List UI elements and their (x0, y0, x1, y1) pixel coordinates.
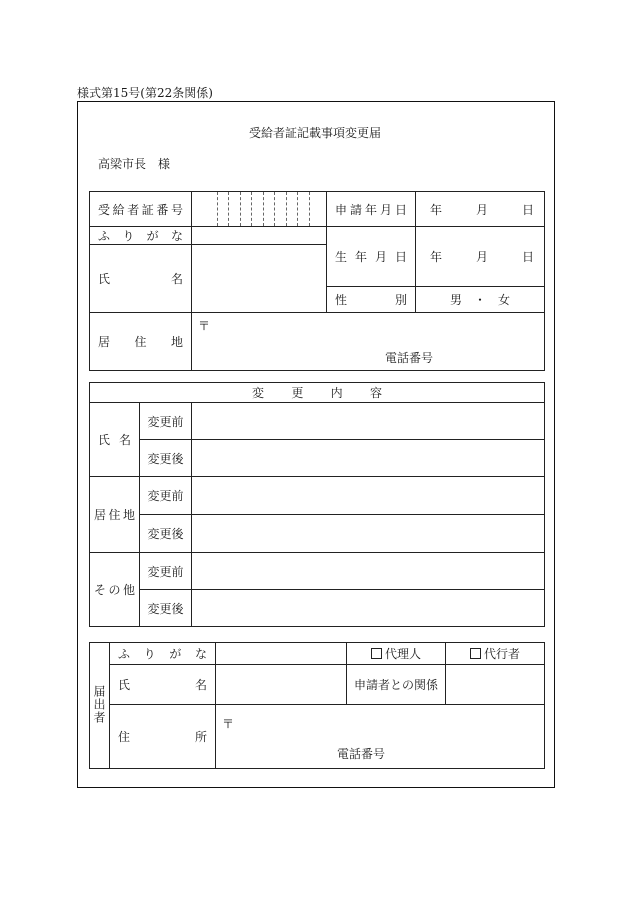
year-label: 年 (429, 202, 442, 217)
name-before-field[interactable] (192, 403, 545, 440)
furigana-field[interactable] (192, 227, 327, 245)
change-row-other-label: そ の 他 (90, 553, 140, 627)
day-label: 日 (521, 250, 534, 264)
birth-date-field[interactable] (416, 227, 545, 287)
notifier-section-label-cell (90, 643, 110, 769)
before-label: 変更前 (140, 477, 192, 515)
other-before-field[interactable] (192, 553, 545, 590)
request-date-label-cell (327, 192, 416, 227)
notifier-furigana-label-cell (110, 643, 216, 665)
changes-table (89, 382, 545, 627)
notifier-address-label-cell (110, 705, 216, 769)
address-label: 居 住 地 (98, 335, 183, 349)
sex-label-cell (327, 287, 416, 313)
address-before-field[interactable] (192, 477, 545, 515)
proxy-label: 代行者 (483, 647, 520, 661)
sex-label: 性 別 (335, 293, 407, 307)
agent-label: 代理人 (384, 647, 421, 661)
relation-label: 申請者との関係 (347, 665, 446, 705)
notifier-furigana-label: ふ り が な (118, 647, 207, 661)
name-field[interactable] (192, 245, 327, 313)
notifier-postal-mark: 〒 (222, 717, 235, 731)
notifier-name-label: 氏 名 (118, 678, 207, 692)
address-after-field[interactable] (192, 515, 545, 553)
change-row-address-label: 居 住 地 (90, 477, 140, 553)
cert-number-label: 受 給 者 証 番 号 (98, 202, 183, 217)
changes-header: 変 更 内 容 (252, 386, 383, 400)
name-after-field[interactable] (192, 440, 545, 477)
other-after-field[interactable] (192, 590, 545, 627)
year-label: 年 (429, 250, 442, 264)
before-label: 変更前 (140, 403, 192, 440)
furigana-label: ふ り が な (98, 229, 183, 243)
address-label-cell (90, 313, 192, 371)
notifier-section-label: 届出者 (92, 684, 106, 724)
request-date-label: 申 請 年 月 日 (335, 202, 407, 217)
changes-header-cell (90, 383, 545, 403)
change-row-name-label: 氏 名 (90, 403, 140, 477)
notifier-table (89, 642, 545, 769)
before-label: 変更前 (140, 553, 192, 590)
notifier-furigana-field[interactable] (216, 643, 347, 665)
addressee: 高梁市長 様 (98, 157, 171, 171)
notifier-name-field[interactable] (216, 665, 347, 705)
request-date-field[interactable] (416, 192, 545, 227)
furigana-label-cell (90, 227, 192, 245)
after-label: 変更後 (140, 515, 192, 553)
name-label: 氏 名 (98, 272, 183, 286)
relation-field[interactable] (446, 665, 545, 705)
birth-date-label-cell (327, 227, 416, 287)
address-field[interactable] (192, 313, 545, 371)
month-label: 月 (475, 202, 488, 217)
agent-checkbox[interactable] (371, 648, 382, 659)
applicant-table (89, 191, 545, 371)
notifier-address-field[interactable] (216, 705, 545, 769)
after-label: 変更後 (140, 440, 192, 477)
sex-options[interactable]: 男 ・ 女 (416, 287, 545, 313)
after-label: 変更後 (140, 590, 192, 627)
birth-date-label: 生 年 月 日 (335, 250, 407, 264)
name-label-cell (90, 245, 192, 313)
form-number: 様式第15号(第22条関係) (77, 86, 213, 100)
month-label: 月 (475, 250, 488, 264)
day-label: 日 (521, 202, 534, 217)
cert-number-label-cell (90, 192, 192, 227)
notifier-address-label: 住 所 (118, 730, 207, 744)
form-title: 受給者証記載事項変更届 (248, 126, 381, 140)
postal-mark: 〒 (198, 319, 211, 333)
agent-option[interactable] (347, 643, 446, 665)
notifier-name-label-cell (110, 665, 216, 705)
phone-label: 電話番号 (385, 351, 434, 365)
cert-number-field[interactable] (192, 192, 327, 227)
proxy-checkbox[interactable] (470, 648, 481, 659)
proxy-option[interactable] (446, 643, 545, 665)
notifier-phone-label: 電話番号 (337, 747, 386, 761)
